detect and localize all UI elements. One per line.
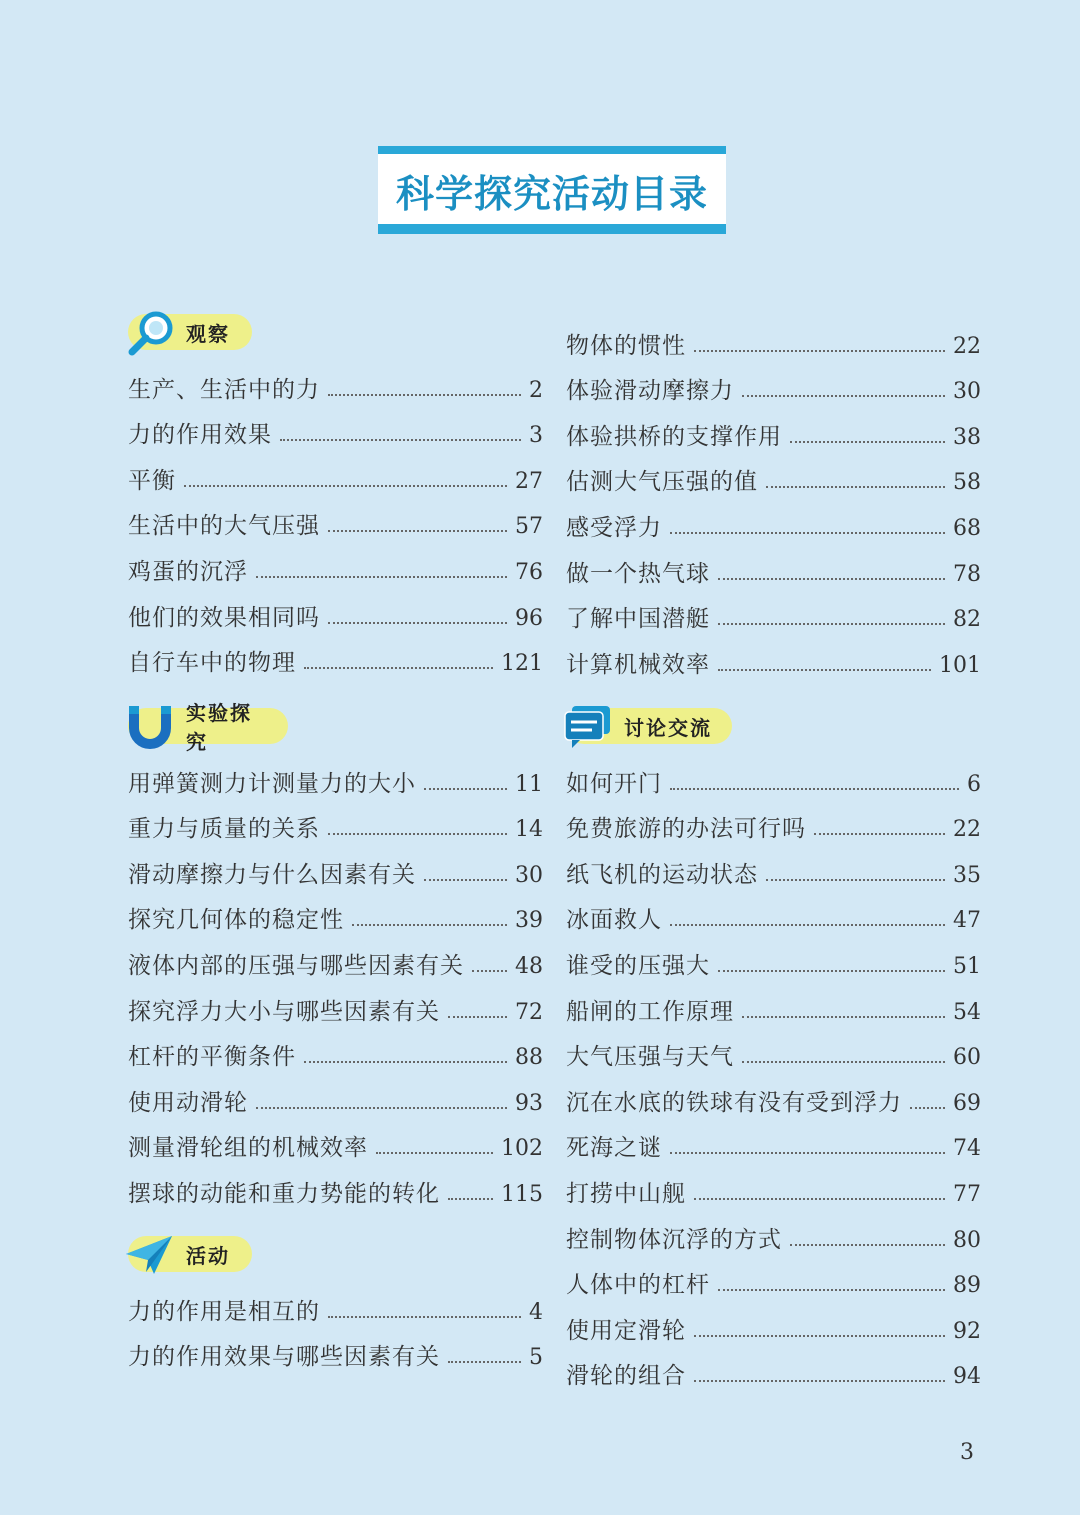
toc-entry[interactable] [566, 494, 981, 540]
entry-page: 72 [515, 999, 543, 1025]
entry-page: 38 [953, 424, 981, 450]
entry-title: 生产、生活中的力 [128, 376, 320, 403]
toc-entry[interactable] [566, 750, 981, 796]
entry-page: 5 [529, 1345, 543, 1371]
toc-entry[interactable] [128, 841, 543, 887]
entry-page: 47 [953, 908, 981, 934]
entry-title: 力的作用是相互的 [128, 1298, 320, 1325]
entry-title: 自行车中的物理 [128, 650, 296, 677]
entry-title: 力的作用效果与哪些因素有关 [128, 1344, 440, 1371]
entry-title: 物体的惯性 [566, 332, 686, 359]
entry-title: 如何开门 [566, 770, 662, 797]
entry-page: 77 [953, 1181, 981, 1207]
entry-page: 93 [515, 1090, 543, 1116]
entry-title: 控制物体沉浮的方式 [566, 1226, 782, 1253]
dot-leader [472, 970, 507, 972]
dot-leader [328, 1316, 521, 1318]
dot-leader [694, 1335, 945, 1337]
dot-leader [766, 879, 945, 881]
entry-page: 80 [953, 1227, 981, 1253]
section-pill-experiment [128, 701, 288, 754]
entry-title: 纸飞机的运动状态 [566, 861, 758, 888]
entry-page: 2 [529, 377, 543, 403]
dot-leader [718, 623, 945, 625]
entry-title: 冰面救人 [566, 907, 662, 934]
entry-page: 4 [529, 1299, 543, 1325]
entry-page: 51 [953, 953, 981, 979]
toc-entry[interactable] [566, 449, 981, 495]
entry-page: 14 [515, 817, 543, 843]
dot-leader [718, 970, 945, 972]
toc-entry[interactable] [566, 1206, 981, 1252]
dot-leader [766, 486, 945, 488]
section-pill-discussion [566, 708, 732, 744]
toc-entry[interactable] [128, 1024, 543, 1070]
entry-page: 115 [501, 1181, 543, 1207]
toc-entry[interactable] [566, 1069, 981, 1115]
toc-entry[interactable] [128, 750, 543, 796]
entry-title: 鸡蛋的沉浮 [128, 558, 248, 585]
entry-title: 力的作用效果 [128, 422, 272, 449]
entry-title: 了解中国潜艇 [566, 606, 710, 633]
paper-plane-icon [124, 1232, 176, 1276]
entry-title: 探究浮力大小与哪些因素有关 [128, 998, 440, 1025]
entry-page: 78 [953, 561, 981, 587]
entry-page: 96 [515, 605, 543, 631]
toc-entry[interactable] [128, 584, 543, 630]
dot-leader [742, 1016, 945, 1018]
toc-entry[interactable] [566, 1160, 981, 1206]
entry-title: 他们的效果相同吗 [128, 604, 320, 631]
magnet-icon [124, 704, 176, 748]
section-label-observe: 观察 [186, 321, 230, 346]
left-column-activity [128, 1228, 543, 1369]
toc-entry[interactable] [566, 1343, 981, 1389]
entry-title: 死海之谜 [566, 1135, 662, 1162]
toc-entry[interactable] [566, 841, 981, 887]
section-pill-observe [128, 314, 252, 350]
entry-page: 27 [515, 468, 543, 494]
dot-leader [424, 879, 507, 881]
entry-title: 测量滑轮组的机械效率 [128, 1135, 368, 1162]
dot-leader [718, 578, 945, 580]
dot-leader [742, 395, 945, 397]
toc-entry[interactable] [566, 1115, 981, 1161]
toc-entry[interactable] [128, 796, 543, 842]
entry-page: 68 [953, 515, 981, 541]
section-header-observe [128, 306, 543, 354]
entry-page: 54 [953, 999, 981, 1025]
section-label-activity: 活动 [186, 1243, 230, 1268]
dot-leader [718, 1289, 945, 1291]
section-list-discussion [566, 750, 981, 1388]
toc-entry[interactable] [128, 1115, 543, 1161]
entry-page: 30 [515, 862, 543, 888]
dot-leader [352, 924, 507, 926]
toc-entry[interactable] [566, 978, 981, 1024]
toc-entry[interactable] [566, 540, 981, 586]
entry-page: 39 [515, 908, 543, 934]
toc-entry[interactable] [128, 1324, 543, 1370]
toc-entry[interactable] [566, 403, 981, 449]
right-column-observe [566, 312, 981, 677]
left-column-experiment [128, 700, 543, 1206]
section-list-observe [128, 356, 543, 675]
dot-leader [424, 788, 507, 790]
left-column [128, 306, 543, 675]
entry-title: 杠杆的平衡条件 [128, 1044, 296, 1071]
toc-entry[interactable] [128, 402, 543, 448]
toc-entry[interactable] [128, 630, 543, 676]
magnifier-icon [124, 310, 176, 354]
chat-bubble-icon [562, 704, 614, 748]
section-label-experiment: 实验探究 [186, 701, 252, 754]
entry-page: 102 [501, 1136, 543, 1162]
entry-page: 57 [515, 514, 543, 540]
dot-leader [304, 1061, 507, 1063]
dot-leader [328, 833, 507, 835]
dot-leader [184, 485, 507, 487]
dot-leader [670, 788, 959, 790]
entry-page: 88 [515, 1045, 543, 1071]
section-list-observe-continued [566, 312, 981, 677]
entry-title: 打捞中山舰 [566, 1180, 686, 1207]
entry-page: 22 [953, 817, 981, 843]
entry-page: 30 [953, 379, 981, 405]
toc-entry[interactable] [566, 796, 981, 842]
entry-title: 人体中的杠杆 [566, 1272, 710, 1299]
dot-leader [790, 1244, 945, 1246]
toc-entry[interactable] [128, 447, 543, 493]
page-title: 科学探究活动目录 [395, 171, 708, 216]
entry-title: 做一个热气球 [566, 560, 710, 587]
entry-title: 液体内部的压强与哪些因素有关 [128, 952, 464, 979]
entry-title: 估测大气压强的值 [566, 469, 758, 496]
entry-title: 滑轮的组合 [566, 1363, 686, 1390]
toc-entry[interactable] [128, 493, 543, 539]
entry-page: 69 [953, 1090, 981, 1116]
dot-leader [448, 1361, 521, 1363]
dot-leader [256, 576, 507, 578]
section-list-activity [128, 1278, 543, 1369]
entry-title: 重力与质量的关系 [128, 816, 320, 843]
dot-leader [694, 1380, 945, 1382]
entry-page: 11 [515, 771, 543, 797]
entry-page: 92 [953, 1318, 981, 1344]
toc-entry[interactable] [566, 932, 981, 978]
toc-entry[interactable] [566, 312, 981, 358]
toc-entry[interactable] [128, 1160, 543, 1206]
dot-leader [448, 1198, 493, 1200]
toc-entry[interactable] [128, 356, 543, 402]
section-header-experiment [128, 700, 543, 754]
toc-entry[interactable] [128, 932, 543, 978]
dot-leader [718, 669, 931, 671]
entry-page: 89 [953, 1273, 981, 1299]
entry-page: 82 [953, 607, 981, 633]
section-header-discussion [566, 700, 981, 748]
entry-title: 船闸的工作原理 [566, 998, 734, 1025]
entry-title: 摆球的动能和重力势能的转化 [128, 1180, 440, 1207]
dot-leader [670, 924, 945, 926]
toc-entry[interactable] [128, 1069, 543, 1115]
entry-page: 58 [953, 470, 981, 496]
entry-title: 使用定滑轮 [566, 1317, 686, 1344]
dot-leader [328, 394, 521, 396]
entry-title: 计算机械效率 [566, 651, 710, 678]
section-header-activity [128, 1228, 543, 1276]
dot-leader [304, 667, 493, 669]
dot-leader [910, 1107, 945, 1109]
entry-page: 60 [953, 1045, 981, 1071]
dot-leader [256, 1107, 507, 1109]
entry-title: 探究几何体的稳定性 [128, 907, 344, 934]
entry-title: 体验拱桥的支撑作用 [566, 423, 782, 450]
toc-entry[interactable] [566, 1024, 981, 1070]
dot-leader [670, 532, 945, 534]
entry-title: 使用动滑轮 [128, 1089, 248, 1116]
right-column-discussion [566, 700, 981, 1388]
entry-title: 免费旅游的办法可行吗 [566, 816, 806, 843]
dot-leader [814, 833, 945, 835]
entry-page: 35 [953, 862, 981, 888]
entry-page: 74 [953, 1136, 981, 1162]
toc-entry[interactable] [128, 1278, 543, 1324]
entry-page: 22 [953, 333, 981, 359]
dot-leader [328, 622, 507, 624]
toc-entry[interactable] [566, 887, 981, 933]
toc-entry[interactable] [566, 631, 981, 677]
entry-page: 121 [501, 651, 543, 677]
dot-leader [376, 1152, 493, 1154]
entry-page: 6 [967, 771, 981, 797]
dot-leader [328, 530, 507, 532]
dot-leader [694, 350, 945, 352]
toc-entry[interactable] [128, 538, 543, 584]
dot-leader [670, 1152, 945, 1154]
toc-entry[interactable] [566, 586, 981, 632]
dot-leader [742, 1061, 945, 1063]
dot-leader [694, 1198, 945, 1200]
toc-entry[interactable] [566, 1297, 981, 1343]
dot-leader [280, 439, 521, 441]
toc-entry[interactable] [566, 1252, 981, 1298]
entry-page: 101 [939, 652, 981, 678]
entry-title: 大气压强与天气 [566, 1044, 734, 1071]
entry-page: 76 [515, 559, 543, 585]
section-list-experiment [128, 750, 543, 1206]
toc-entry[interactable] [128, 978, 543, 1024]
entry-page: 3 [529, 423, 543, 449]
entry-title: 生活中的大气压强 [128, 513, 320, 540]
entry-title: 滑动摩擦力与什么因素有关 [128, 861, 416, 888]
page-number: 3 [960, 1440, 974, 1465]
dot-leader [448, 1016, 507, 1018]
entry-title: 体验滑动摩擦力 [566, 378, 734, 405]
toc-entry[interactable] [566, 358, 981, 404]
entry-title: 谁受的压强大 [566, 952, 710, 979]
toc-entry[interactable] [128, 887, 543, 933]
entry-title: 感受浮力 [566, 514, 662, 541]
entry-page: 94 [953, 1364, 981, 1390]
dot-leader [790, 441, 945, 443]
title-banner [378, 146, 726, 234]
entry-page: 48 [515, 953, 543, 979]
section-pill-activity [128, 1236, 252, 1272]
entry-title: 沉在水底的铁球有没有受到浮力 [566, 1089, 902, 1116]
entry-title: 平衡 [128, 467, 176, 494]
entry-title: 用弹簧测力计测量力的大小 [128, 770, 416, 797]
section-label-discussion: 讨论交流 [624, 715, 712, 740]
